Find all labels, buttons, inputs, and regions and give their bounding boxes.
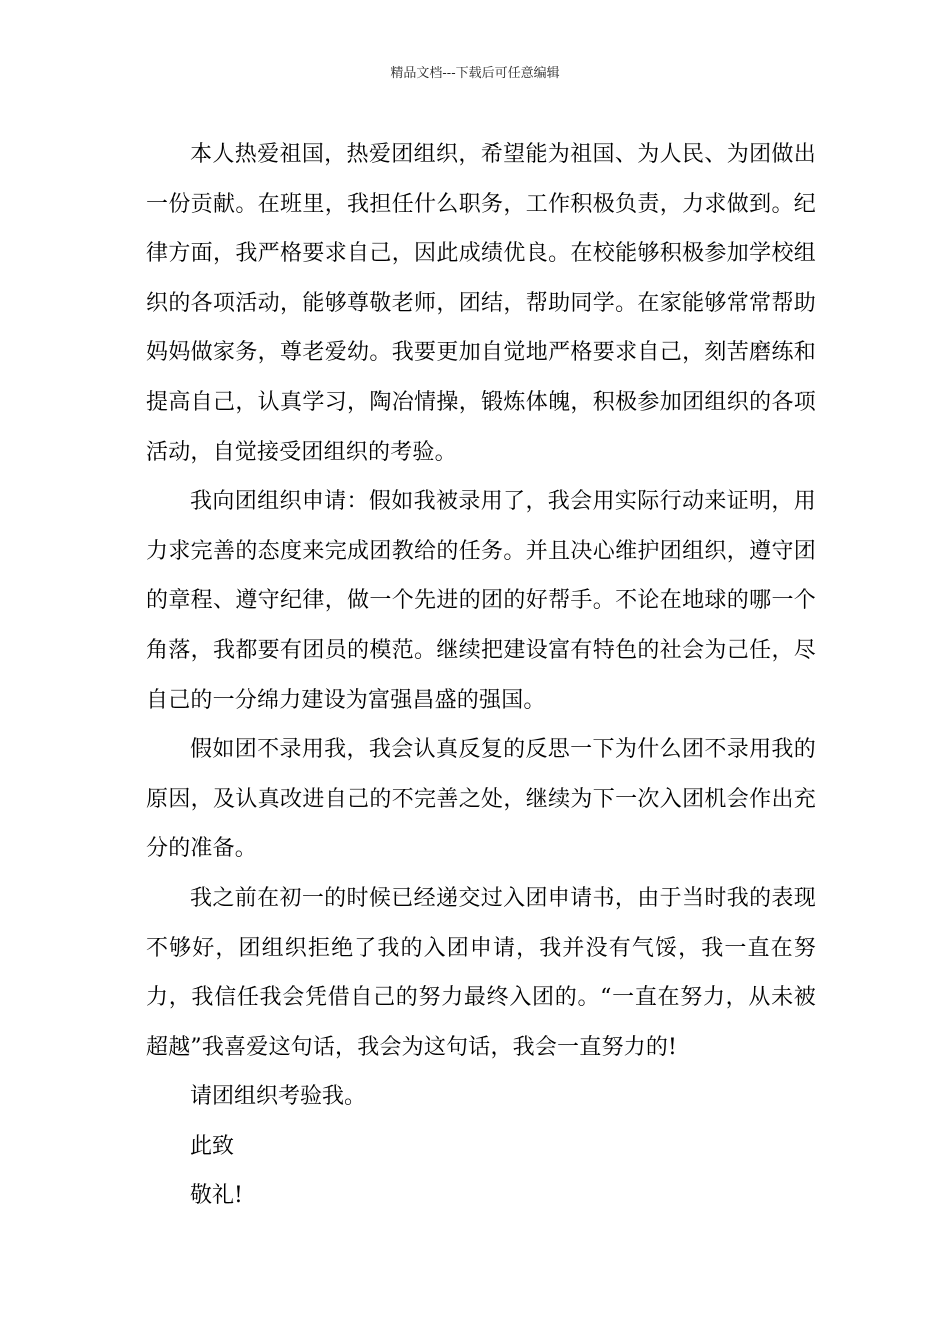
paragraph-3: 假如团不录用我，我会认真反复的反思一下为什么团不录用我的原因，及认真改进自己的不完善之处，继续为下一次入团机会作出充分的准备。 xyxy=(146,737,816,862)
closing-salutation-1: 此致 xyxy=(190,1133,235,1159)
closing-request: 请团组织考验我。 xyxy=(190,1084,367,1110)
document-body xyxy=(146,130,816,1221)
paragraph-1: 本人热爱祖国，热爱团组织，希望能为祖国、为人民、为团做出一份贡献。在班里，我担任什么职务，工作积极负责，力求做到。纪律方面，我严格要求自己，因此成绩优良。在校能够积极参加学校组织的各项活动，能够尊敬老师，团结，帮助同学。在家能够常常帮助妈妈做家务，尊老爱幼。我要更加自觉地严格要求自己，刻苦磨练和提高自己，认真学习，陶冶情操，锻炼体魄，积极参加团组织的各项活动，自觉接受团组织的考验。 xyxy=(146,142,816,465)
closing-salutation-2: 敬礼! xyxy=(190,1183,243,1209)
page-header: 精品文档---下载后可任意编辑 xyxy=(390,66,560,81)
paragraph-2: 我向团组织申请：假如我被录用了，我会用实际行动来证明，用力求完善的态度来完成团教给的任务。并且决心维护团组织，遵守团的章程、遵守纪律，做一个先进的团的好帮手。不论在地球的哪一个角落，我都要有团员的模范。继续把建设富有特色的社会为己任，尽自己的一分绵力建设为富强昌盛的强国。 xyxy=(146,489,816,713)
paragraph-4: 我之前在初一的时候已经递交过入团申请书，由于当时我的表现不够好，团组织拒绝了我的入团申请，我并没有气馁，我一直在努力，我信任我会凭借自己的努力最终入团的。“一直在努力，从未被超越”我喜爱这句话，我会为这句话，我会一直努力的! xyxy=(146,885,816,1060)
